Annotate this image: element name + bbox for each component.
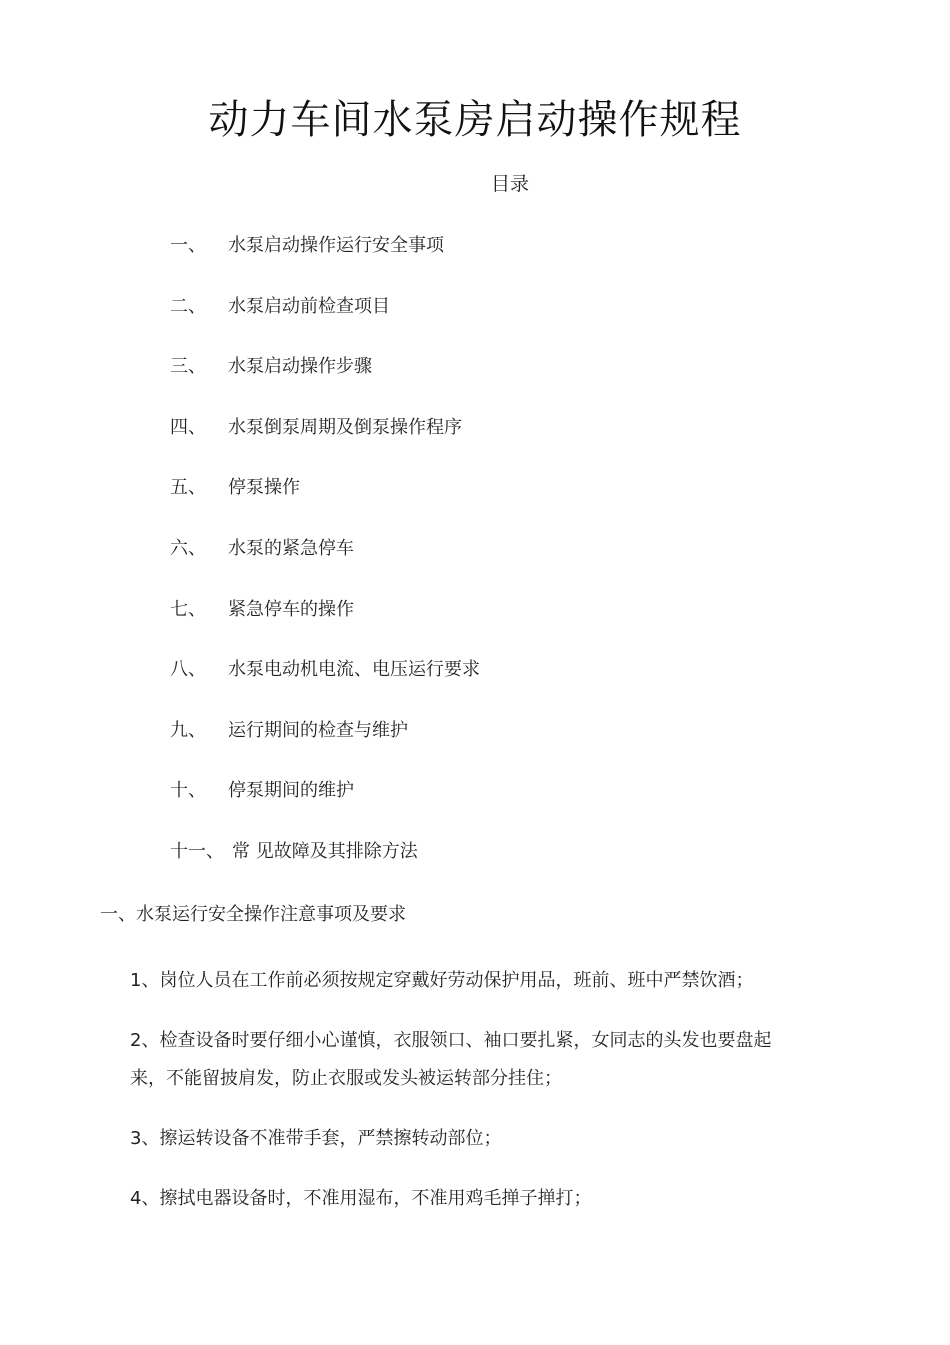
safety-rule-paragraph: 3、擦运转设备不准带手套，严禁擦转动部位； (130, 1128, 502, 1149)
toc-item (170, 474, 770, 535)
toc-item-number: 五、 (170, 477, 206, 499)
toc-item-number: 二、 (170, 295, 206, 317)
toc-item-number: 一、 (170, 235, 206, 256)
safety-rule-paragraph: 2、检查设备时要仔细小心谨慎，衣服领口、袖口要扎紧，女同志的头发也要盘起来，不能留披肩发，防止衣服或发头被运转部分挂住； (130, 1030, 772, 1089)
toc-item-number: 十、 (170, 780, 206, 802)
toc-item-number: 八、 (170, 659, 206, 681)
toc-item-label: 运行期间的检查与维护 (228, 719, 408, 741)
safety-rules-list (130, 962, 800, 1240)
toc-item (170, 353, 770, 414)
toc-item (170, 293, 770, 354)
toc-item-label: 水泵启动操作步骤 (228, 356, 372, 378)
toc-item-label: 停泵期间的维护 (228, 780, 354, 802)
toc-item (170, 717, 770, 778)
document-title: 动力车间水泵房启动操作规程 (208, 97, 742, 143)
toc-item-label: 水泵的紧急停车 (228, 537, 354, 559)
safety-rule-paragraph: 1、岗位人员在工作前必须按规定穿戴好劳动保护用品，班前、班中严禁饮酒； (130, 970, 754, 991)
toc-item (170, 414, 770, 475)
section-heading: 一、水泵运行安全操作注意事项及要求 (100, 904, 406, 925)
toc-item-number: 九、 (170, 719, 206, 741)
toc-item-label: 水泵倒泵周期及倒泵操作程序 (228, 416, 462, 438)
toc-item (170, 838, 770, 899)
table-of-contents (170, 232, 770, 899)
toc-item-label: 紧急停车的操作 (228, 598, 354, 620)
toc-item-number: 十一、 (170, 840, 224, 862)
toc-item-label: 水泵启动操作运行安全事项 (228, 235, 444, 256)
toc-item-label: 常 见故障及其排除方法 (232, 840, 418, 862)
toc-item-label: 水泵启动前检查项目 (228, 295, 390, 317)
toc-item-number: 四、 (170, 416, 206, 438)
toc-item-number: 六、 (170, 537, 206, 559)
toc-item (170, 777, 770, 838)
toc-item-number: 三、 (170, 356, 206, 378)
safety-rule-paragraph: 4、擦拭电器设备时，不准用湿布，不准用鸡毛掸子掸打； (130, 1188, 592, 1209)
toc-item (170, 232, 770, 293)
toc-heading: 目录 (490, 173, 529, 195)
toc-item (170, 596, 770, 657)
toc-item (170, 535, 770, 596)
toc-item-label: 水泵电动机电流、电压运行要求 (228, 659, 480, 681)
toc-item-label: 停泵操作 (228, 477, 300, 499)
toc-item (170, 656, 770, 717)
toc-item-number: 七、 (170, 598, 206, 620)
